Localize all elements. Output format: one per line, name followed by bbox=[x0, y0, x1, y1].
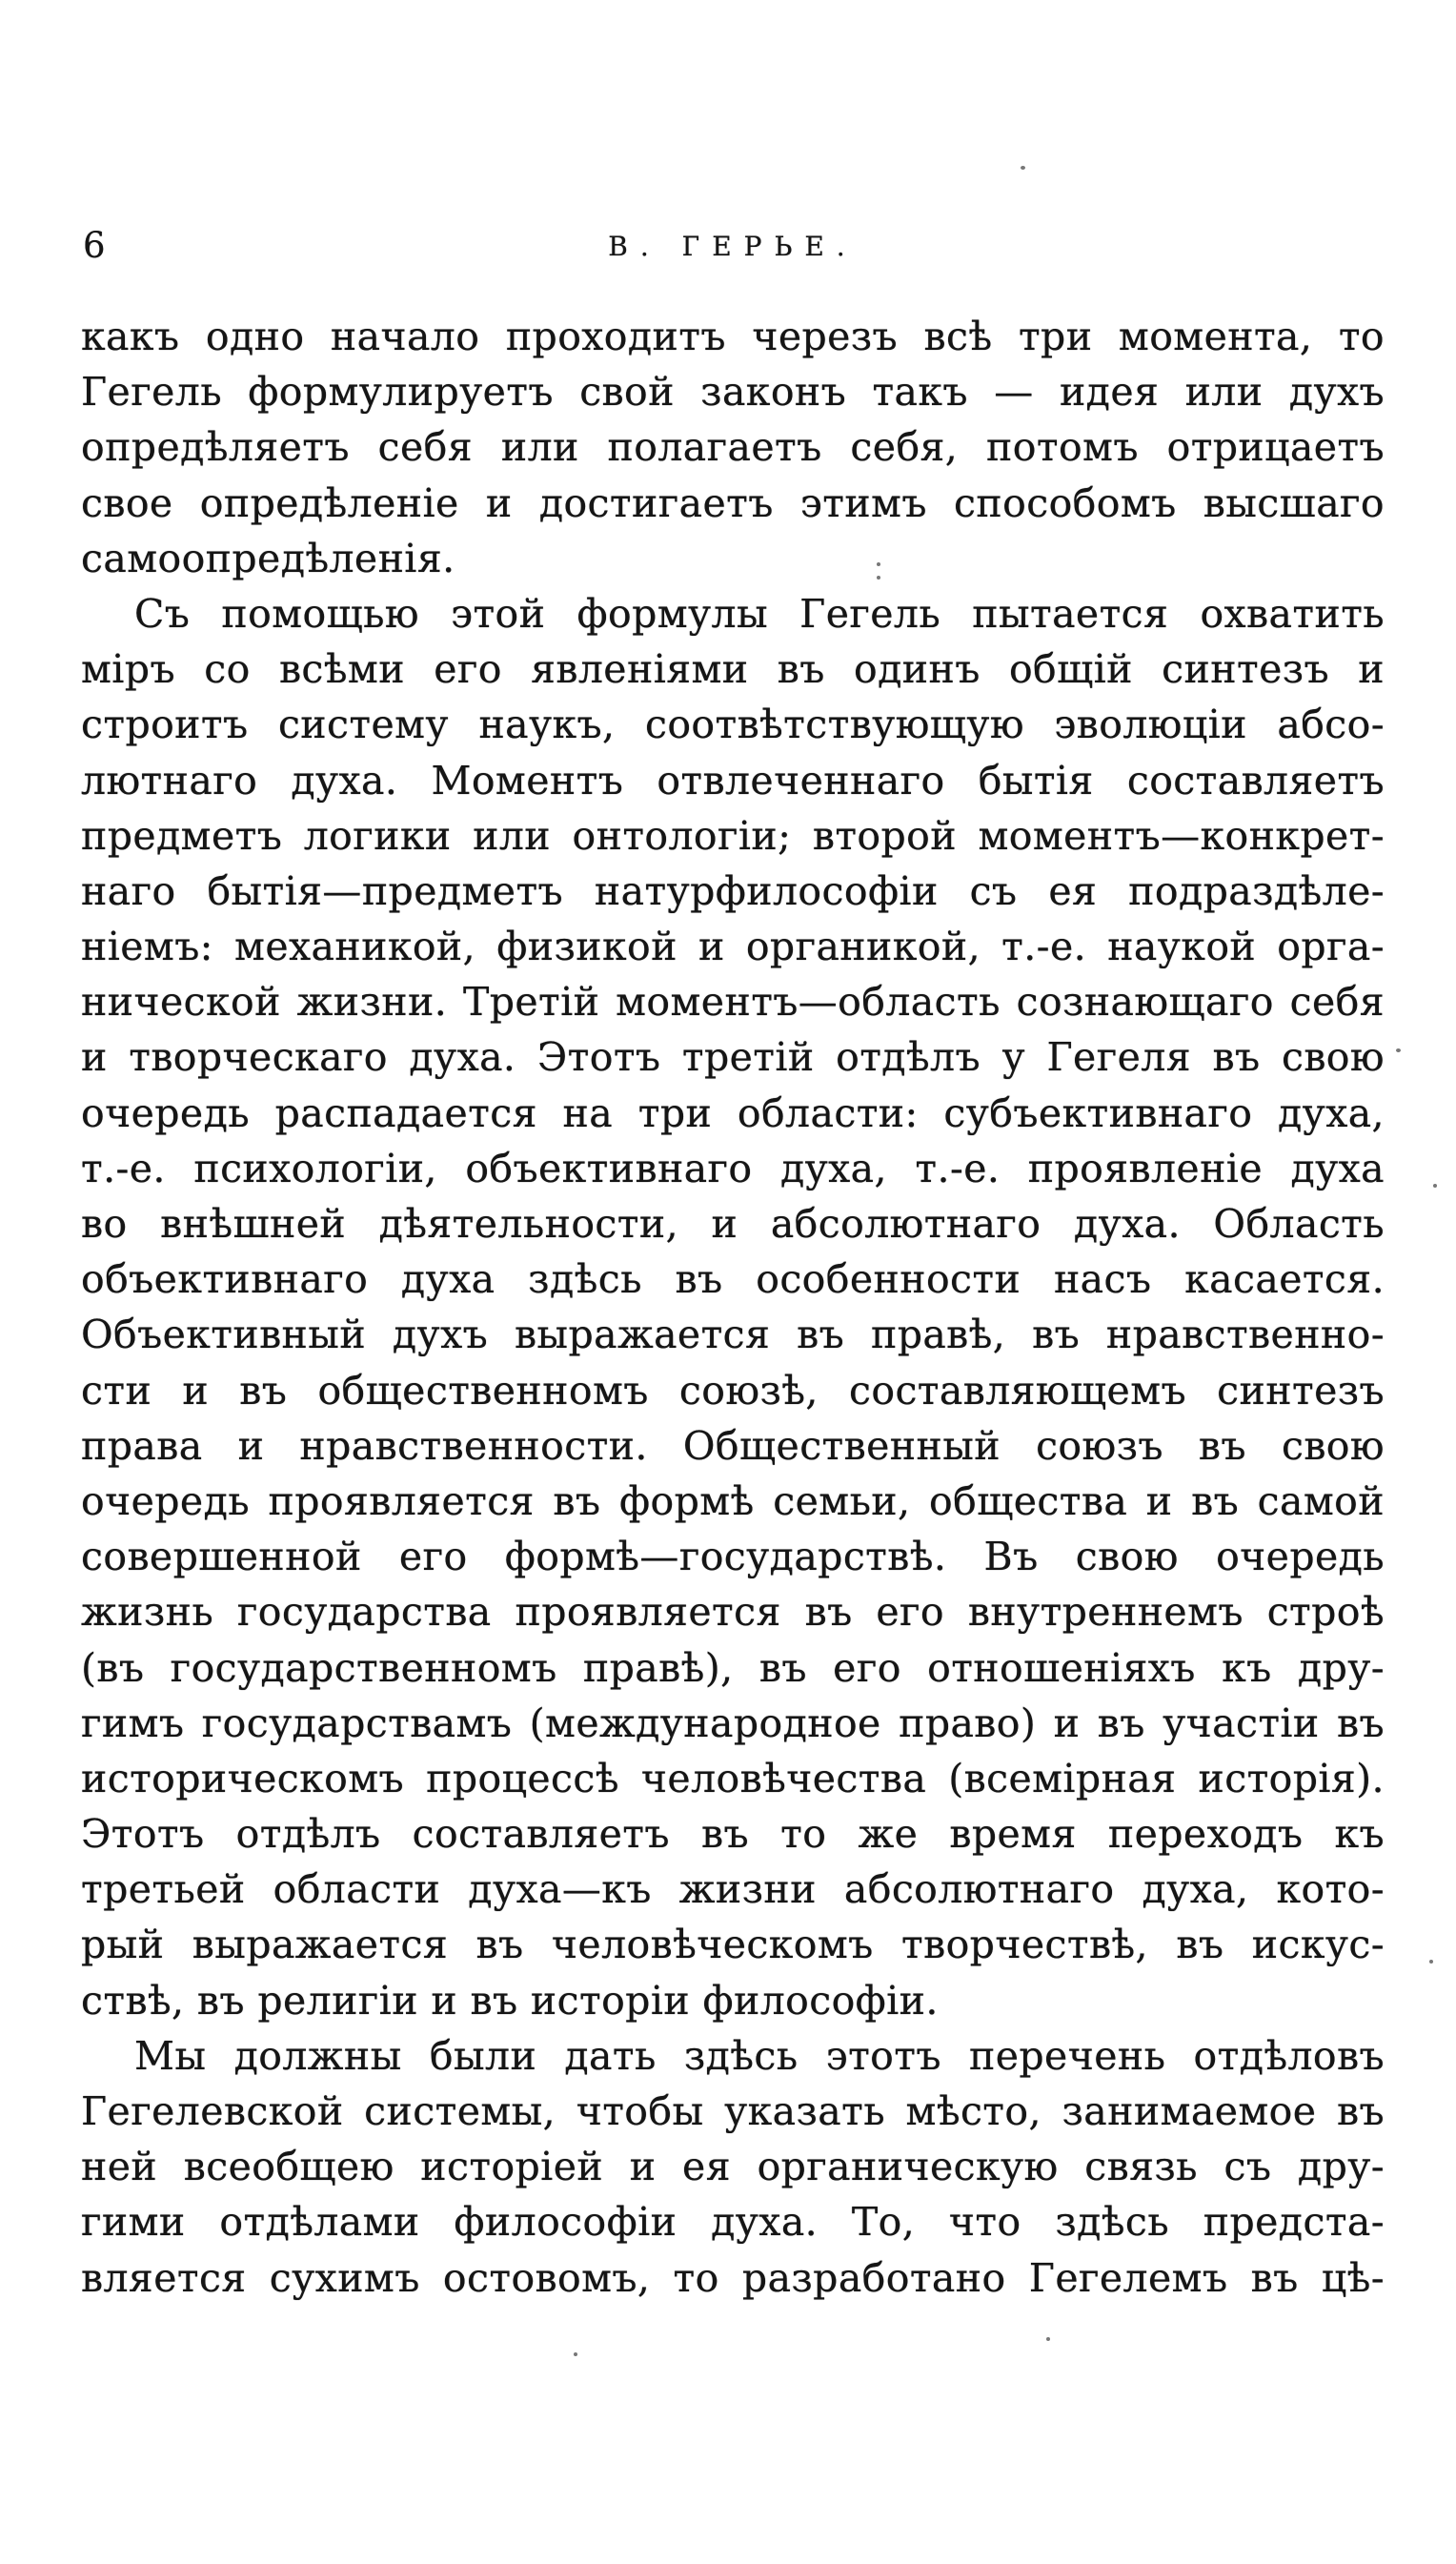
text-line: права и нравственности. Общественный союзъ въ свою bbox=[81, 1422, 1385, 1469]
text-line: Мы должны были дать здѣсь этотъ перечень отдѣловъ bbox=[134, 2032, 1385, 2079]
text-line: Съ помощью этой формулы Гегель пытается охватить bbox=[134, 590, 1385, 637]
text-line: лютнаго духа. Моментъ отвлеченнаго бытія составляетъ bbox=[81, 757, 1385, 804]
text-line: очередь проявляется въ формѣ семьи, общества и въ самой bbox=[81, 1477, 1385, 1524]
text-line: ней всеобщею исторіей и ея органическую связь съ дру- bbox=[81, 2144, 1385, 2190]
text-line: міръ со всѣми его явленіями въ одинъ общій синтезъ и bbox=[81, 646, 1385, 693]
scan-speck bbox=[1429, 1960, 1433, 1964]
text-line: ніемъ: механикой, физикой и органикой, т.-е. наукой орга- bbox=[81, 924, 1385, 970]
text-line: и творческаго духа. Этотъ третій отдѣлъ у Гегеля въ свою bbox=[81, 1034, 1385, 1081]
text-line: Гегель формулируетъ свой законъ такъ — идея или духъ bbox=[81, 369, 1385, 416]
text-line: наго бытія—предметъ натурфилософіи съ ея подраздѣле- bbox=[81, 867, 1385, 914]
text-line: какъ одно начало проходитъ черезъ всѣ три момента, то bbox=[81, 314, 1385, 359]
text-line: жизнь государства проявляется въ его внутреннемъ строѣ bbox=[81, 1589, 1385, 1636]
scan-speck bbox=[1396, 1048, 1401, 1052]
text-line: гимъ государствамъ (международное право) и въ участіи въ bbox=[81, 1699, 1385, 1746]
scan-speck bbox=[574, 2352, 577, 2356]
text-line: очередь распадается на три области: субъективнаго духа, bbox=[81, 1089, 1385, 1136]
text-line: нической жизни. Третій моментъ—область сознающаго себя bbox=[81, 979, 1385, 1026]
text-line: сти и въ общественномъ союзѣ, составляющемъ синтезъ bbox=[81, 1367, 1385, 1414]
text-line: гими отдѣлами философіи духа. То, что здѣсь предста- bbox=[81, 2199, 1385, 2246]
text-line: Этотъ отдѣлъ составляетъ въ то же время переходъ къ bbox=[81, 1811, 1385, 1858]
text-line: историческомъ процессѣ человѣчества (всемірная исторія). bbox=[81, 1755, 1385, 1801]
text-line: опредѣляетъ себя или полагаетъ себя, потомъ отрицаетъ bbox=[81, 424, 1385, 471]
text-line: предметъ логики или онтологіи; второй моментъ—конкрет- bbox=[81, 812, 1385, 859]
body-text bbox=[81, 309, 1385, 2306]
text-line: самоопредѣленія. bbox=[81, 535, 455, 581]
text-line: рый выражается въ человѣческомъ творчествѣ, въ искус- bbox=[81, 1922, 1385, 1968]
scan-speck bbox=[877, 576, 880, 580]
running-header: В. ГЕРЬЕ. bbox=[608, 231, 858, 262]
text-line: объективнаго духа здѣсь въ особенности насъ касается. bbox=[81, 1256, 1385, 1303]
scan-speck bbox=[877, 562, 880, 566]
text-line: ствѣ, въ религіи и въ исторіи философіи. bbox=[81, 1977, 939, 2024]
text-line: (въ государственномъ правѣ), въ его отношеніяхъ къ дру- bbox=[81, 1644, 1385, 1691]
scan-speck bbox=[1021, 166, 1025, 170]
text-line: свое опредѣленіе и достигаетъ этимъ способомъ высшаго bbox=[81, 479, 1385, 526]
text-line: вляется сухимъ остовомъ, то разработано Гегелемъ въ цѣ- bbox=[81, 2254, 1385, 2301]
page-number: 6 bbox=[83, 225, 106, 266]
page-header bbox=[81, 225, 1385, 267]
text-line: Гегелевской системы, чтобы указать мѣсто, занимаемое въ bbox=[81, 2088, 1385, 2134]
text-line: третьей области духа—къ жизни абсолютнаго духа, кото- bbox=[81, 1866, 1385, 1913]
text-line: совершенной его формѣ—государствѣ. Въ свою очередь bbox=[81, 1534, 1385, 1580]
scan-speck bbox=[1433, 1184, 1437, 1188]
text-line: строитъ систему наукъ, соотвѣтствующую эволюціи абсо- bbox=[81, 702, 1385, 748]
text-line: т.-е. психологіи, объективнаго духа, т.-е. проявленіе духа bbox=[81, 1145, 1385, 1191]
text-line: во внѣшней дѣятельности, и абсолютнаго духа. Область bbox=[81, 1201, 1385, 1247]
scan-speck bbox=[1046, 2337, 1050, 2341]
text-line: Объективный духъ выражается въ правѣ, въ нравственно- bbox=[81, 1312, 1385, 1358]
